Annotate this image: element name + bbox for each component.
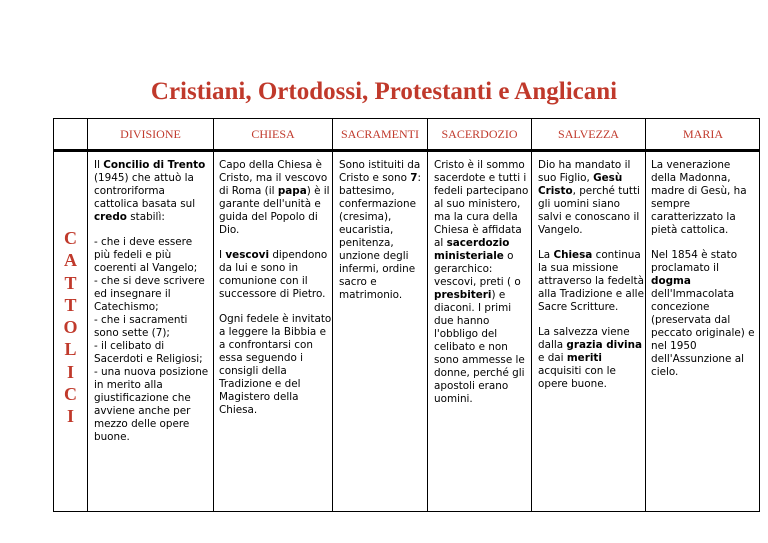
column-divider	[87, 119, 88, 511]
comparison-table	[53, 118, 760, 512]
row-label-letter: I	[66, 361, 74, 382]
row-label-letter: O	[63, 317, 78, 338]
header-salvezza: SALVEZZA	[558, 127, 619, 141]
salvezza-paragraph: La salvezza viene dalla grazia divina e dai meriti acquisiti con le opere buone.	[538, 326, 642, 390]
cell-maria	[651, 159, 757, 379]
divisione-paragraph: - una nuova posizione in merito alla giustificazione che avviene anche per mezzo delle opere buone.	[94, 366, 209, 443]
maria-paragraph: Nel 1854 è stato proclamato il dogma dell'Immacolata concezione (preservata dal peccato originale) e nel 1950 dell'Assunzione al cielo.	[651, 249, 755, 378]
cell-sacerdozio	[434, 159, 530, 406]
header-sacerdozio: SACERDOZIO	[441, 127, 518, 141]
row-label-letter: L	[64, 339, 77, 360]
chiesa-paragraph: Ogni fedele è invitato a leggere la Bibbia e a confrontarsi con essa seguendo i consigli della Tradizione e del Magistero della Chiesa.	[219, 313, 332, 416]
cell-sacramenti	[339, 159, 427, 302]
salvezza-paragraph: Dio ha mandato il suo Figlio, Gesù Cristo, perché tutti gli uomini siano salvi e conoscano il Vangelo.	[538, 159, 640, 236]
page-title: Cristiani, Ortodossi, Protestanti e Anglicani	[150, 78, 618, 105]
column-divider	[645, 119, 646, 511]
column-divider	[213, 119, 214, 511]
cell-chiesa	[219, 159, 333, 417]
column-divider	[427, 119, 428, 511]
divisione-paragraph: - il celibato di Sacerdoti e Religiosi;	[94, 340, 203, 365]
divisione-paragraph: - che i sacramenti sono sette (7);	[94, 314, 188, 339]
header-chiesa: CHIESA	[251, 127, 295, 141]
header-sacramenti: SACRAMENTI	[340, 127, 419, 141]
row-label-letter: T	[64, 294, 77, 315]
divisione-paragraph: Il Concilio di Trento (1945) che attuò la controriforma cattolica basata sul credo stabilì:	[94, 159, 206, 223]
header-divisione: DIVISIONE	[120, 127, 181, 141]
sacerdozio-paragraph: Cristo è il sommo sacerdote e tutti i fedeli partecipano al suo ministero, ma la cura della Chiesa è affidata al sacerdozio ministeriale o gerarchico: vescovi, preti ( o presbiteri) e diaconi. I primi due hanno l'obbligo del celibato e non sono ammesse le donne, perché gli apostoli erano uomini.	[434, 159, 529, 405]
cell-salvezza	[538, 159, 644, 391]
header-separator	[54, 149, 759, 152]
row-label-letter: C	[64, 228, 77, 248]
chiesa-paragraph: Capo della Chiesa è Cristo, ma il vescovo di Roma (il papa) è il garante dell'unità e guida del Popolo di Dio.	[219, 159, 330, 236]
cell-divisione	[94, 159, 211, 444]
row-label-cattolici	[54, 227, 87, 428]
chiesa-paragraph: I vescovi dipendono da lui e sono in comunione con il successore di Pietro.	[219, 249, 328, 300]
row-label-letter: I	[66, 406, 74, 427]
column-divider	[531, 119, 532, 511]
divisione-paragraph: - che si deve scrivere ed insegnare il Catechismo;	[94, 275, 205, 313]
salvezza-paragraph: La Chiesa continua la sua missione attraverso la fedeltà alla Tradizione e alle Sacre Scritture.	[538, 249, 644, 313]
row-label-letter: A	[64, 250, 77, 271]
row-label-letter: C	[64, 384, 77, 405]
row-label-letter: T	[64, 272, 77, 293]
divisione-paragraph: - che i deve essere più fedeli e più coerenti al Vangelo;	[94, 236, 198, 274]
sacramenti-paragraph: Sono istituiti da Cristo e sono 7: battesimo, confermazione (cresima), eucaristia, penitenza, unzione degli infermi, ordine sacro e matrimonio.	[339, 159, 422, 301]
header-maria: MARIA	[682, 127, 723, 141]
maria-paragraph: La venerazione della Madonna, madre di Gesù, ha sempre caratterizzato la pietà cattolica.	[651, 159, 747, 236]
